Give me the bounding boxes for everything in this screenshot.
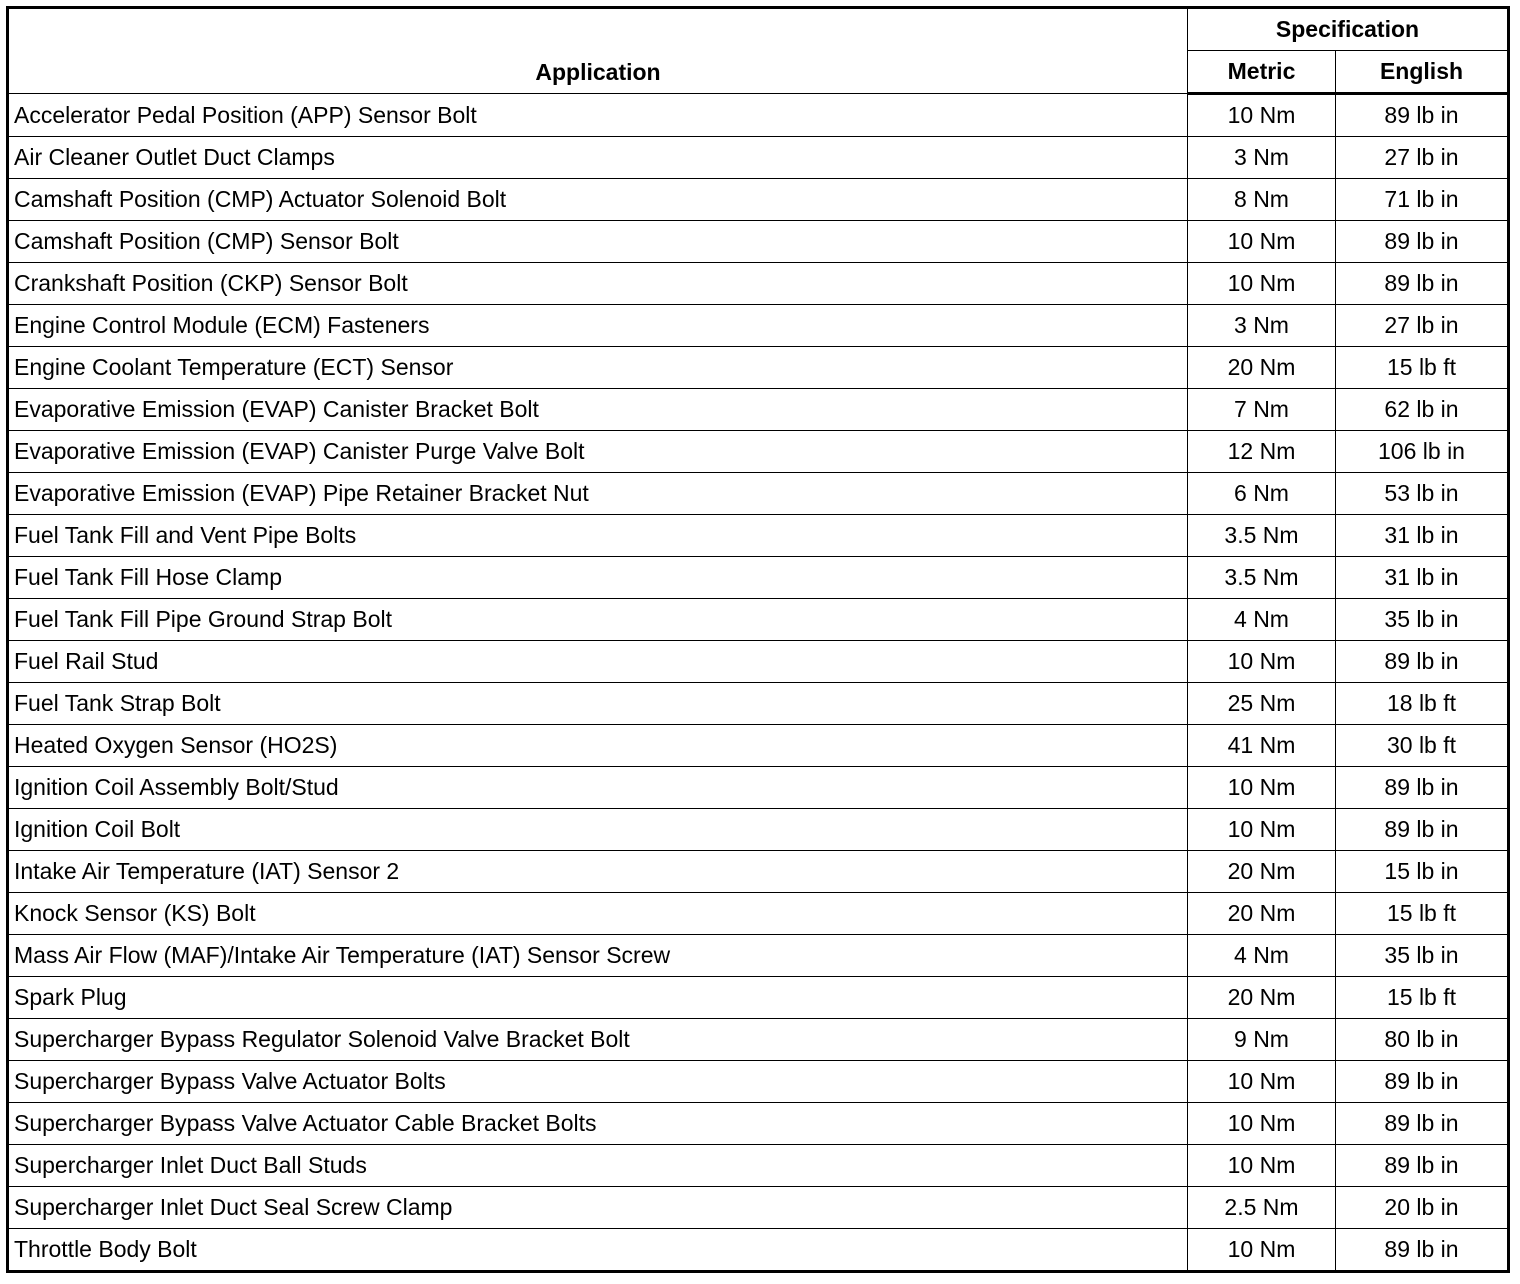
metric-value-cell: 7 Nm [1188,389,1336,431]
metric-value-cell: 3.5 Nm [1188,515,1336,557]
application-cell: Supercharger Inlet Duct Seal Screw Clamp [8,1187,1188,1229]
english-value-cell: 35 lb in [1336,935,1509,977]
application-cell: Air Cleaner Outlet Duct Clamps [8,137,1188,179]
application-cell: Fuel Tank Fill Pipe Ground Strap Bolt [8,599,1188,641]
table-row [8,263,1509,305]
english-value-cell: 62 lb in [1336,389,1509,431]
table-row [8,221,1509,263]
metric-value-cell: 4 Nm [1188,599,1336,641]
table-row [8,1229,1509,1272]
application-cell: Fuel Tank Fill Hose Clamp [8,557,1188,599]
metric-header: Metric [1188,51,1336,94]
metric-value-cell: 10 Nm [1188,1145,1336,1187]
table-row [8,893,1509,935]
table-row [8,305,1509,347]
english-value-cell: 89 lb in [1336,641,1509,683]
application-cell: Supercharger Bypass Regulator Solenoid Valve Bracket Bolt [8,1019,1188,1061]
metric-value-cell: 10 Nm [1188,94,1336,137]
application-cell: Spark Plug [8,977,1188,1019]
metric-value-cell: 10 Nm [1188,1229,1336,1272]
metric-value-cell: 4 Nm [1188,935,1336,977]
table-row [8,767,1509,809]
metric-value-cell: 20 Nm [1188,977,1336,1019]
english-value-cell: 15 lb ft [1336,347,1509,389]
english-value-cell: 89 lb in [1336,94,1509,137]
english-value-cell: 89 lb in [1336,1061,1509,1103]
table-row [8,1103,1509,1145]
table-row [8,851,1509,893]
table-row [8,515,1509,557]
metric-value-cell: 20 Nm [1188,893,1336,935]
application-cell: Evaporative Emission (EVAP) Canister Purge Valve Bolt [8,431,1188,473]
english-value-cell: 71 lb in [1336,179,1509,221]
table-row [8,1187,1509,1229]
metric-value-cell: 10 Nm [1188,221,1336,263]
english-value-cell: 30 lb ft [1336,725,1509,767]
table-row [8,94,1509,137]
header-row-top [8,8,1509,51]
metric-value-cell: 12 Nm [1188,431,1336,473]
english-value-cell: 89 lb in [1336,1145,1509,1187]
english-header: English [1336,51,1509,94]
application-cell: Intake Air Temperature (IAT) Sensor 2 [8,851,1188,893]
table-row [8,1061,1509,1103]
english-value-cell: 89 lb in [1336,1229,1509,1272]
application-cell: Evaporative Emission (EVAP) Pipe Retainer Bracket Nut [8,473,1188,515]
english-value-cell: 89 lb in [1336,221,1509,263]
metric-value-cell: 10 Nm [1188,1103,1336,1145]
application-cell: Fuel Rail Stud [8,641,1188,683]
application-cell: Fuel Tank Fill and Vent Pipe Bolts [8,515,1188,557]
english-value-cell: 31 lb in [1336,515,1509,557]
application-header: Application [8,8,1188,94]
application-cell: Crankshaft Position (CKP) Sensor Bolt [8,263,1188,305]
metric-value-cell: 10 Nm [1188,767,1336,809]
metric-value-cell: 10 Nm [1188,1061,1336,1103]
application-cell: Heated Oxygen Sensor (HO2S) [8,725,1188,767]
application-cell: Mass Air Flow (MAF)/Intake Air Temperature (IAT) Sensor Screw [8,935,1188,977]
english-value-cell: 27 lb in [1336,137,1509,179]
application-cell: Engine Coolant Temperature (ECT) Sensor [8,347,1188,389]
metric-value-cell: 2.5 Nm [1188,1187,1336,1229]
english-value-cell: 35 lb in [1336,599,1509,641]
metric-value-cell: 3 Nm [1188,305,1336,347]
table-row [8,1145,1509,1187]
english-value-cell: 15 lb ft [1336,977,1509,1019]
application-cell: Accelerator Pedal Position (APP) Sensor Bolt [8,94,1188,137]
metric-value-cell: 3.5 Nm [1188,557,1336,599]
english-value-cell: 15 lb in [1336,851,1509,893]
table-row [8,683,1509,725]
table-row [8,557,1509,599]
table-row [8,935,1509,977]
application-cell: Throttle Body Bolt [8,1229,1188,1272]
metric-value-cell: 9 Nm [1188,1019,1336,1061]
application-cell: Supercharger Bypass Valve Actuator Bolts [8,1061,1188,1103]
english-value-cell: 53 lb in [1336,473,1509,515]
english-value-cell: 89 lb in [1336,809,1509,851]
table-row [8,977,1509,1019]
metric-value-cell: 25 Nm [1188,683,1336,725]
application-cell: Camshaft Position (CMP) Actuator Solenoid Bolt [8,179,1188,221]
english-value-cell: 18 lb ft [1336,683,1509,725]
english-value-cell: 89 lb in [1336,767,1509,809]
metric-value-cell: 41 Nm [1188,725,1336,767]
english-value-cell: 15 lb ft [1336,893,1509,935]
english-value-cell: 89 lb in [1336,263,1509,305]
table-row [8,1019,1509,1061]
application-cell: Fuel Tank Strap Bolt [8,683,1188,725]
metric-value-cell: 3 Nm [1188,137,1336,179]
english-value-cell: 80 lb in [1336,1019,1509,1061]
table-body [8,94,1509,1272]
table-row [8,599,1509,641]
english-value-cell: 31 lb in [1336,557,1509,599]
table-row [8,431,1509,473]
table-row [8,137,1509,179]
application-cell: Evaporative Emission (EVAP) Canister Bracket Bolt [8,389,1188,431]
application-cell: Camshaft Position (CMP) Sensor Bolt [8,221,1188,263]
specification-header: Specification [1188,8,1509,51]
table-row [8,809,1509,851]
table-row [8,473,1509,515]
table-header [8,8,1509,94]
table-row [8,725,1509,767]
metric-value-cell: 20 Nm [1188,851,1336,893]
metric-value-cell: 10 Nm [1188,263,1336,305]
metric-value-cell: 10 Nm [1188,809,1336,851]
english-value-cell: 20 lb in [1336,1187,1509,1229]
application-cell: Engine Control Module (ECM) Fasteners [8,305,1188,347]
fastener-specification-table [6,6,1510,1273]
table-row [8,347,1509,389]
english-value-cell: 106 lb in [1336,431,1509,473]
metric-value-cell: 10 Nm [1188,641,1336,683]
metric-value-cell: 20 Nm [1188,347,1336,389]
table-row [8,389,1509,431]
application-cell: Supercharger Inlet Duct Ball Studs [8,1145,1188,1187]
metric-value-cell: 6 Nm [1188,473,1336,515]
table-row [8,641,1509,683]
english-value-cell: 27 lb in [1336,305,1509,347]
application-cell: Ignition Coil Bolt [8,809,1188,851]
application-cell: Knock Sensor (KS) Bolt [8,893,1188,935]
english-value-cell: 89 lb in [1336,1103,1509,1145]
table-row [8,179,1509,221]
metric-value-cell: 8 Nm [1188,179,1336,221]
application-cell: Supercharger Bypass Valve Actuator Cable Bracket Bolts [8,1103,1188,1145]
application-cell: Ignition Coil Assembly Bolt/Stud [8,767,1188,809]
